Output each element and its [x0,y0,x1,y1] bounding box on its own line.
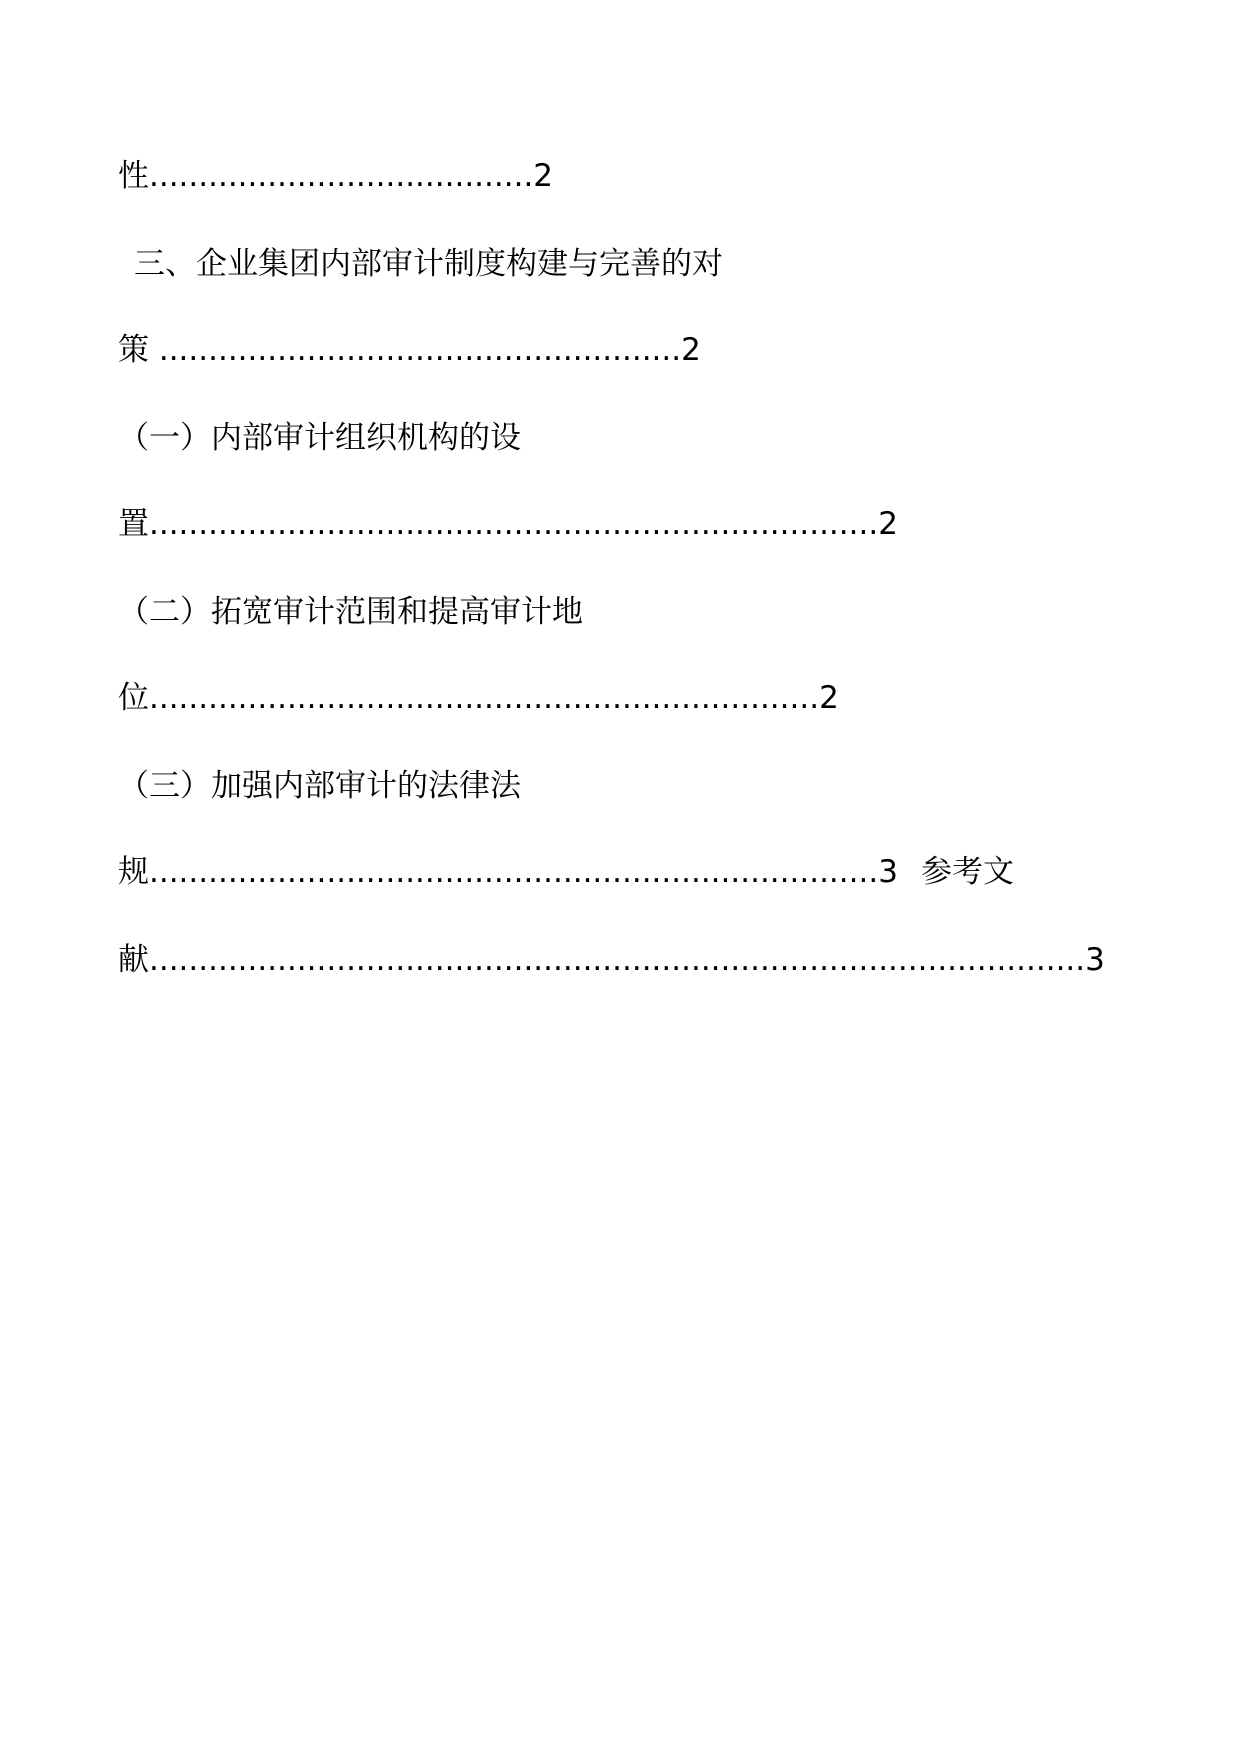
toc-line: 献...............................................................................................3 [118,942,1105,978]
toc-line: 规..........................................................................3 [118,854,898,890]
toc-references-heading: 参考文 [921,854,1014,890]
toc-subsection-heading: （二）拓宽审计范围和提高审计地 [118,594,583,630]
toc-line: 位....................................................................2 [118,680,839,716]
toc-line: 置..........................................................................2 [118,506,898,542]
toc-line: 性.......................................2 [118,158,554,194]
toc-section-heading: 三、企业集团内部审计制度构建与完善的对 [134,246,723,282]
toc-line: 策 .....................................................2 [118,332,701,368]
toc-subsection-heading: （一）内部审计组织机构的设 [118,420,521,456]
toc-subsection-heading: （三）加强内部审计的法律法 [118,768,521,804]
